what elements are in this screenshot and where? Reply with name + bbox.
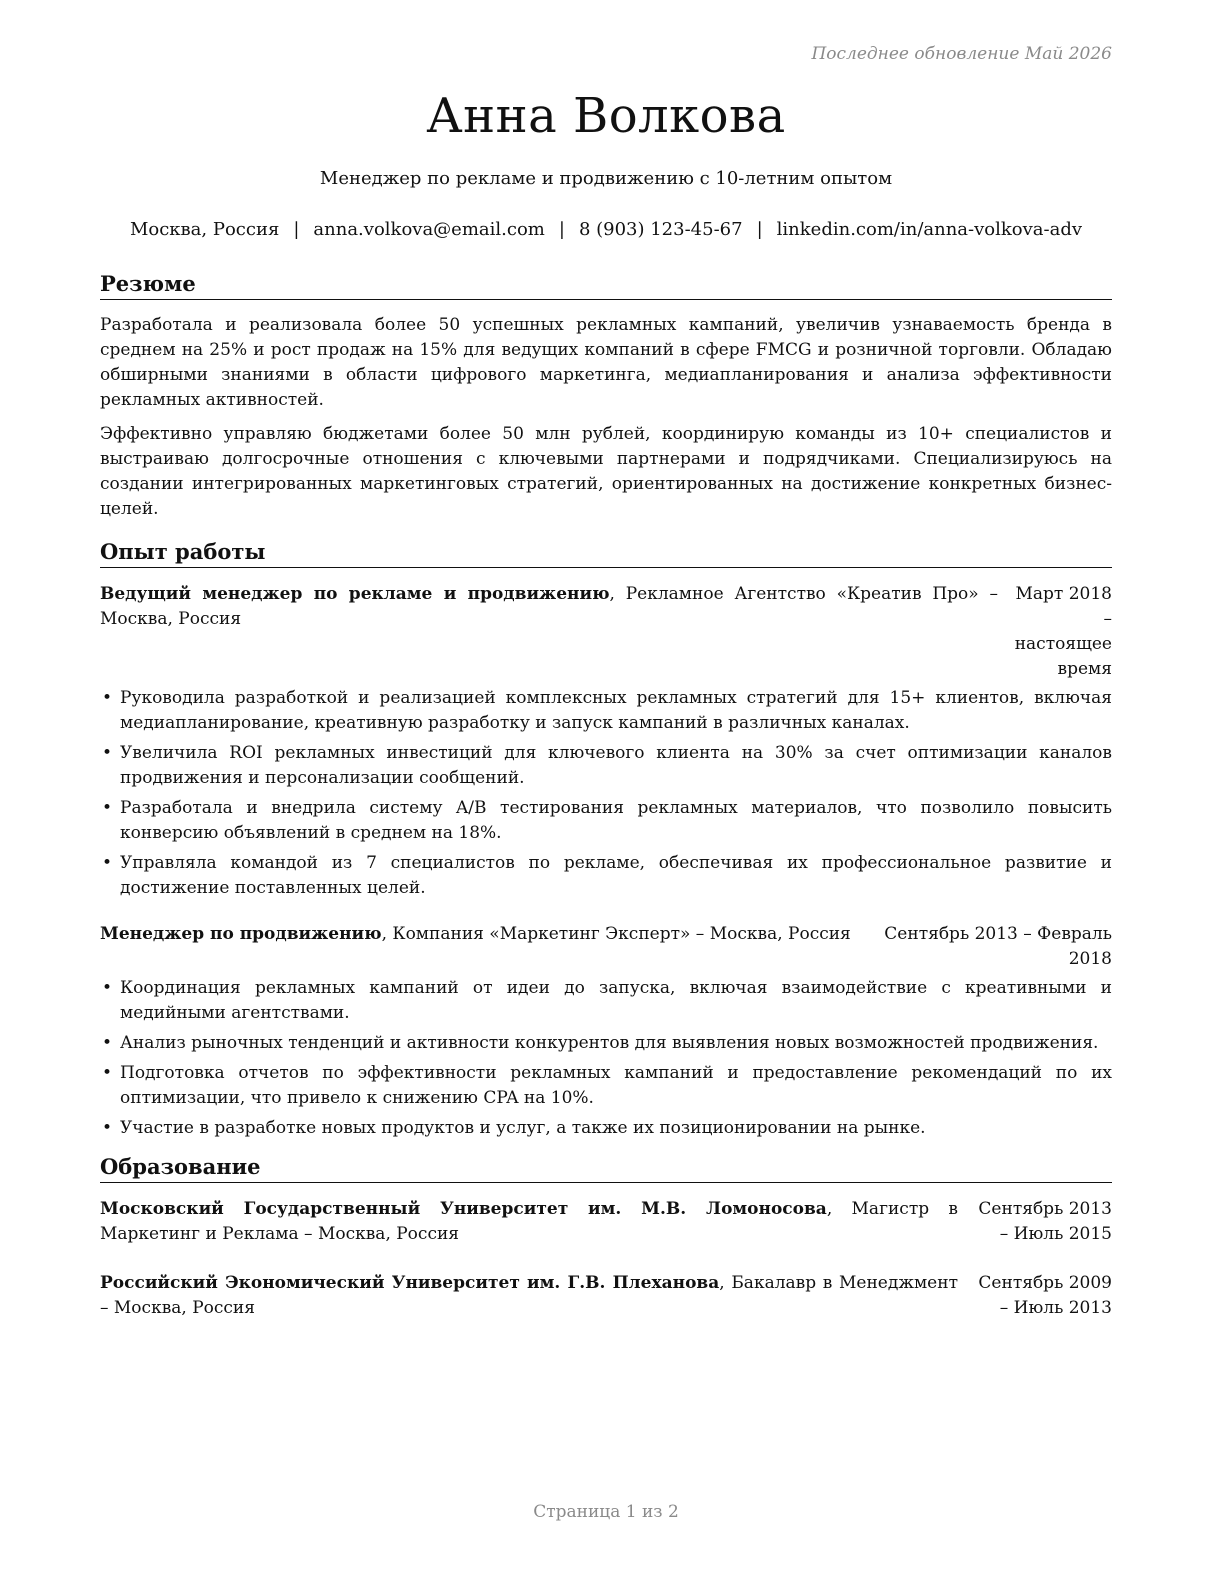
education-header: [100, 1197, 1112, 1247]
education-school: Российский Экономический Университет им. Г.В. Плеханова: [100, 1273, 720, 1293]
job-company: , Компания «Маркетинг Эксперт» – Москва, Россия: [381, 924, 851, 944]
summary-paragraph: Разработала и реализовала более 50 успешных рекламных кампаний, увеличив узнаваемость бренда в среднем на 25% и рост продаж на 15% для ведущих компаний в сфере FMCG и розничной торговли. Обладаю обширными знаниями в области цифрового маркетинга, медиапланирования и анализа эффективности рекламных активностей.: [100, 315, 1112, 410]
education-degree: , Магистр в Маркетинг и Реклама – Москва, Россия: [100, 1199, 958, 1244]
job-header: [100, 582, 1112, 682]
bullet-dot-icon: •: [102, 1118, 113, 1138]
summary-section: [100, 270, 1112, 522]
education-school: Московский Государственный Университет им. М.В. Ломоносова: [100, 1199, 827, 1219]
bullet-dot-icon: •: [102, 853, 113, 873]
section-title-summary: Резюме: [100, 270, 1112, 300]
page-number: Страница 1 из 2: [533, 1502, 679, 1522]
bullet-item: • Участие в разработке новых продуктов и услуг, а также их позиционировании на рынке.: [100, 1116, 1112, 1141]
contact-separator: |: [756, 219, 763, 240]
job-entry: [100, 922, 1112, 1141]
contact-email[interactable]: anna.volkova@email.com: [313, 219, 545, 240]
job-title-line: [100, 922, 858, 947]
bullet-item: • Подготовка отчетов по эффективности рекламных кампаний и предоставление рекомендаций по их оптимизации, что привело к снижению CPA на 10%.: [102, 1063, 1112, 1108]
contact-separator: |: [293, 219, 300, 240]
job-role: Менеджер по продвижению: [100, 924, 382, 944]
education-entry: [100, 1271, 1112, 1321]
bullet-item: • Анализ рыночных тенденций и активности конкурентов для выявления новых возможностей продвижения.: [100, 1031, 1112, 1056]
education-header: [100, 1271, 1112, 1321]
bullet-item: • Координация рекламных кампаний от идеи до запуска, включая взаимодействие с креативными и медийными агентствами.: [102, 978, 1112, 1023]
education-section: [100, 1153, 1112, 1321]
bullet-item: • Разработала и внедрила систему A/B тестирования рекламных материалов, что позволило повысить конверсию объявлений в среднем на 18%.: [102, 798, 1112, 843]
experience-section: [100, 538, 1112, 1141]
candidate-headline: Менеджер по рекламе и продвижению с 10-летним опытом: [319, 168, 893, 189]
job-title-line: [100, 582, 998, 632]
contact-phone: 8 (903) 123-45-67: [578, 219, 743, 240]
bullet-dot-icon: •: [102, 798, 113, 818]
education-title-line: [100, 1197, 958, 1247]
contact-separator: |: [558, 219, 565, 240]
education-title-line: [100, 1271, 958, 1321]
bullet-dot-icon: •: [102, 1063, 113, 1083]
bullet-dot-icon: •: [102, 978, 113, 998]
job-role: Ведущий менеджер по рекламе и продвижению: [100, 584, 610, 604]
job-bullets: [100, 976, 1112, 1141]
section-title-experience: Опыт работы: [100, 538, 1112, 568]
summary-paragraph: Эффективно управляю бюджетами более 50 млн рублей, координирую команды из 10+ специалистов и выстраиваю долгосрочные отношения с ключевыми партнерами и подрядчиками. Специализируюсь на создании интегрированных маркетинговых стратегий, ориентированных на достижение конкретных бизнес-целей.: [100, 424, 1112, 519]
section-title-education: Образование: [100, 1153, 1112, 1183]
education-entry: [100, 1197, 1112, 1247]
contact-line: [100, 219, 1112, 240]
bullet-dot-icon: •: [102, 743, 113, 763]
bullet-item: • Руководила разработкой и реализацией комплексных рекламных стратегий для 15+ клиентов, включая медиапланирование, креативную разработку и запуск кампаний в различных каналах.: [102, 688, 1112, 733]
bullet-dot-icon: •: [102, 1033, 113, 1053]
bullet-dot-icon: •: [102, 688, 113, 708]
job-dates: Март 2018 – настоящее время: [1014, 584, 1112, 679]
education-dates: Сентябрь 2009 – Июль 2013: [978, 1273, 1112, 1318]
contact-linkedin[interactable]: linkedin.com/in/anna-volkova-adv: [776, 219, 1083, 240]
job-company: , Рекламное Агентство «Креатив Про» – Москва, Россия: [100, 584, 998, 629]
resume-content: [100, 270, 1112, 1321]
bullet-item: • Управляла командой из 7 специалистов по рекламе, обеспечивая их профессиональное развитие и достижение поставленных целей.: [102, 853, 1112, 898]
job-header: [100, 922, 1112, 972]
resume-page: [100, 0, 1112, 1584]
bullet-item: • Увеличила ROI рекламных инвестиций для ключевого клиента на 30% за счет оптимизации каналов продвижения и персонализации сообщений.: [102, 743, 1112, 788]
job-bullets: [100, 686, 1112, 901]
job-entry: [100, 582, 1112, 901]
contact-location: Москва, Россия: [129, 219, 280, 240]
candidate-name: Анна Волкова: [426, 88, 786, 144]
education-dates: Сентябрь 2013 – Июль 2015: [978, 1199, 1112, 1244]
last-updated-note: Последнее обновление Май 2026: [811, 44, 1112, 64]
education-degree: , Бакалавр в Менеджмент – Москва, Россия: [100, 1273, 958, 1318]
job-dates: Сентябрь 2013 – Февраль 2018: [884, 924, 1112, 969]
